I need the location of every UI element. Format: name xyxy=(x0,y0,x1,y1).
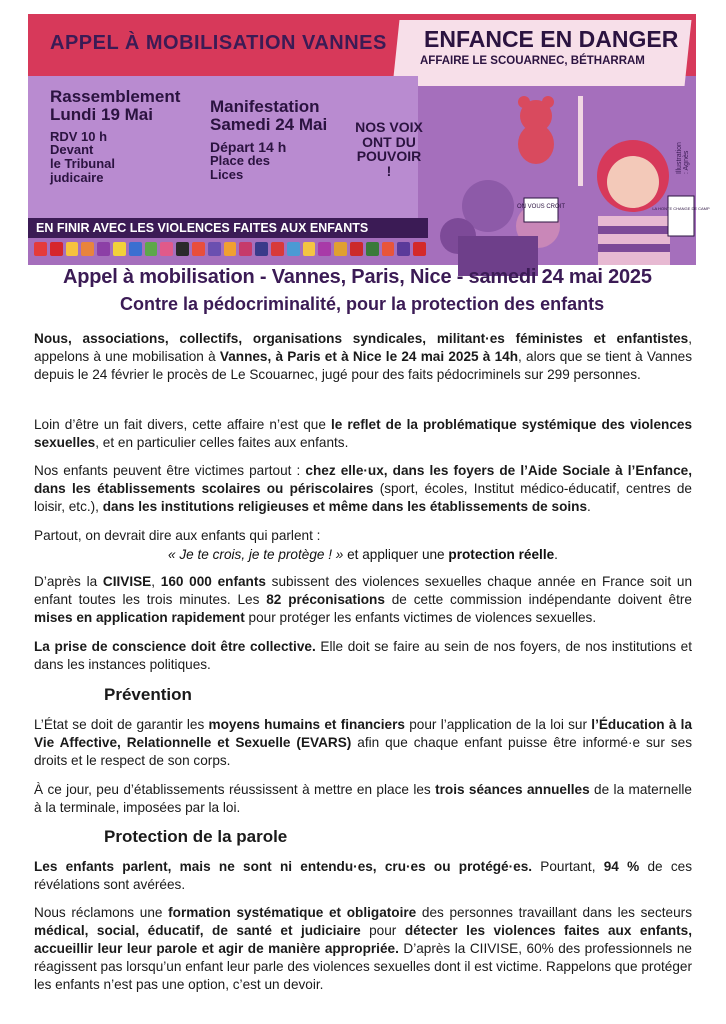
finir-slogan: EN FINIR AVEC LES VIOLENCES FAITES AUX ENFANTS xyxy=(36,221,369,235)
partner-logo-23 xyxy=(382,242,395,256)
manifestation-title: Manifestation xyxy=(210,97,320,116)
partner-logo-12 xyxy=(208,242,221,256)
p3-bold-2: dans les institutions religieuses et même dans les établissements de soins xyxy=(102,499,588,514)
partner-logo-14 xyxy=(239,242,252,256)
page-title: Appel à mobilisation - Vannes, Paris, Nice - samedi 24 mai 2025 xyxy=(63,266,652,288)
p6-text-1: Elle doit se faire au sein de nos foyers, de nos institutions et dans les instances politiques. xyxy=(34,639,692,672)
p5-text-5: pour protéger les enfants victimes de violences sexuelles. xyxy=(244,610,597,625)
section-protection-parole: Protection de la parole xyxy=(104,827,288,846)
rassemblement-line-2: Devant xyxy=(50,142,94,158)
paragraph-8 xyxy=(34,781,692,817)
p7-text-2: pour l’application de la loi sur xyxy=(404,717,592,732)
rassemblement-block xyxy=(50,88,180,184)
p8-bold-1: trois séances annuelles xyxy=(435,782,590,797)
partner-logos xyxy=(34,242,426,260)
partner-logo-6 xyxy=(113,242,126,256)
p10-bold-3: détecter les violences faites aux enfants, accueillir leur leur parole et agir de manière appropriée. xyxy=(34,923,693,956)
partner-logo-20 xyxy=(334,242,347,256)
manifestation-date: Samedi 24 Mai xyxy=(210,114,328,134)
p10-bold-2: médical, social, éducatif, de santé et judiciaire xyxy=(34,923,361,938)
p3-bold-1: chez elle·ux, dans les foyers de l’Aide Sociale à l’Enfance, dans les établissements scolaires ou périscolaires xyxy=(34,463,692,496)
p4-text-1: Partout, on devrait dire aux enfants qui parlent : xyxy=(34,528,321,543)
mobilisation-banner xyxy=(28,14,710,265)
danger-subtitle: AFFAIRE LE SCOUARNEC, BÉTHARRAM xyxy=(420,55,645,67)
p1-bold-2: Vannes, à Paris et à Nice le 24 mai 2025 à 14h xyxy=(219,349,519,364)
page-subtitle: Contre la pédocriminalité, pour la protection des enfants xyxy=(120,294,605,314)
voix-line-2: ONT DU xyxy=(362,133,416,150)
rassemblement-date: Lundi 19 Mai xyxy=(50,104,153,124)
banner-top-title: APPEL À MOBILISATION VANNES xyxy=(50,32,387,54)
p8-text-2: de la maternelle à la terminale, imposées par la loi. xyxy=(34,782,692,815)
rassemblement-title: Rassemblement xyxy=(50,87,181,106)
manifestation-block xyxy=(210,98,327,182)
p7-text-1: L’État se doit de garantir les xyxy=(34,717,209,732)
paragraph-1 xyxy=(34,330,692,384)
flag-pole xyxy=(578,96,583,186)
partner-logo-9 xyxy=(160,242,173,256)
p5-bold-3: 82 préconisations xyxy=(266,592,385,607)
p7-bold-2: l’Éducation à la Vie Affective, Relationnelle et Sexuelle (EVARS) xyxy=(34,717,693,750)
paragraph-7 xyxy=(34,716,692,770)
p4-text-3: . xyxy=(554,547,558,562)
partner-logo-8 xyxy=(145,242,158,256)
p10-text-2: des personnes travaillant dans les secteurs xyxy=(416,905,693,920)
manifestation-line-1: Départ 14 h xyxy=(210,138,287,155)
p5-bold-4: mises en application rapidement xyxy=(34,610,245,625)
rassemblement-line-4: judicaire xyxy=(50,169,104,185)
partner-logo-22 xyxy=(366,242,379,256)
p7-text-3: afin que chaque enfant puisse être informé·e sur ses droits et le respect de son corps. xyxy=(34,735,692,768)
p7-bold-1: moyens humains et financiers xyxy=(208,717,405,732)
sign-on-vous-line: ON VOUS CROIT xyxy=(516,204,566,210)
p6-bold-1: La prise de conscience doit être collective. xyxy=(34,639,316,654)
partner-logo-21 xyxy=(350,242,363,256)
p9-bold-1: Les enfants parlent, mais ne sont ni entendu·es, cru·es ou protégé·es. xyxy=(34,859,533,874)
rassemblement-line-3: le Tribunal xyxy=(50,155,116,171)
p9-bold-2: 94 % xyxy=(603,859,640,874)
p5-bold-2: 160 000 enfants xyxy=(160,574,266,589)
sign-honte-line: LA HONTE CHANGE DE CAMP xyxy=(652,206,710,211)
p5-text-4: de cette commission indépendante doivent être xyxy=(384,592,692,607)
partner-logo-1 xyxy=(34,242,47,256)
protest-illustration xyxy=(428,86,710,265)
teddy-bear-icon xyxy=(518,96,554,164)
manifestation-line-2: Place des xyxy=(210,153,270,169)
p4-bold-1: protection réelle xyxy=(448,547,555,562)
voix-line-3: POUVOIR ! xyxy=(356,148,422,180)
p10-text-4: D’après la CIIVISE, 60% des professionnels ne réagissent pas lorsqu’un enfant leur parle des violences sexuelles dont il est victime. Rappelons que protéger les enfants n’est pas une option, c’est un devoir. xyxy=(34,941,692,992)
partner-logo-15 xyxy=(255,242,268,256)
p5-bold-1: CIIVISE xyxy=(102,574,152,589)
paragraph-10 xyxy=(34,904,692,994)
p10-text-1: Nous réclamons une xyxy=(34,905,169,920)
partner-logo-18 xyxy=(303,242,316,256)
partner-logo-13 xyxy=(224,242,237,256)
p1-text-2: , alors que se tient à Vannes depuis le 24 février le procès de Le Scouarnec, jugé pour des faits pédocriminels sur 299 personnes. xyxy=(34,349,692,382)
paragraph-9 xyxy=(34,858,692,894)
p2-text-1: Loin d’être un fait divers, cette affaire n’est que xyxy=(34,417,331,432)
partner-logo-7 xyxy=(129,242,142,256)
p10-bold-1: formation systématique et obligatoire xyxy=(168,905,417,920)
p5-text-3: subissent des violences sexuelles chaque année en France soit un enfant toutes les trois minutes. Les xyxy=(34,574,693,607)
paragraph-5 xyxy=(34,573,692,627)
p4-quote: « Je te crois, je te protège ! » xyxy=(168,547,344,562)
p3-text-1: Nos enfants peuvent être victimes partout : xyxy=(34,463,306,478)
voix-slogan xyxy=(354,120,424,179)
partner-logo-16 xyxy=(271,242,284,256)
partner-logo-3 xyxy=(66,242,79,256)
partner-logo-11 xyxy=(192,242,205,256)
rassemblement-line-1: RDV 10 h xyxy=(50,128,108,144)
partner-logo-2 xyxy=(50,242,63,256)
p1-bold-1: Nous, associations, collectifs, organisations syndicales, militant·es féministes et enfantistes xyxy=(34,331,689,346)
paragraph-6 xyxy=(34,638,692,674)
manifestation-line-3: Lices xyxy=(210,167,244,183)
partner-logo-25 xyxy=(413,242,426,256)
partner-logo-10 xyxy=(176,242,189,256)
p9-text-1: Pourtant, xyxy=(532,859,604,874)
paragraph-3 xyxy=(34,462,692,516)
paragraph-4-quote-line xyxy=(34,546,692,564)
sign-on-vous-croit xyxy=(517,198,565,222)
voix-line-1: NOS VOIX xyxy=(355,119,423,135)
partner-logo-4 xyxy=(81,242,94,256)
p3-text-3: . xyxy=(587,499,591,514)
paragraph-2 xyxy=(34,416,692,452)
p8-text-1: À ce jour, peu d’établissements réussissent à mettre en place les xyxy=(34,782,436,797)
partner-logo-5 xyxy=(97,242,110,256)
partner-logo-17 xyxy=(287,242,300,256)
partner-logo-24 xyxy=(397,242,410,256)
danger-title: ENFANCE EN DANGER xyxy=(424,26,679,52)
p10-text-3: pour xyxy=(360,923,405,938)
p3-text-2: (sport, écoles, Institut médico-éducatif, centres de loisir, etc.), xyxy=(34,481,692,514)
p2-text-2: , et en particulier celles faites aux enfants. xyxy=(95,435,349,450)
p1-text-1: , appelons à une mobilisation à xyxy=(34,331,692,364)
partner-logo-19 xyxy=(318,242,331,256)
illustration-credit: Illustration : Agnès xyxy=(676,142,690,174)
paragraph-4 xyxy=(34,527,692,545)
p4-text-2: et appliquer une xyxy=(343,547,449,562)
p2-bold-1: le reflet de la problématique systémique des violences sexuelles xyxy=(34,417,692,450)
section-prevention: Prévention xyxy=(104,685,192,704)
p9-text-2: de ces révélations sont avérées. xyxy=(34,859,692,892)
p5-text-2: , xyxy=(151,574,161,589)
p5-text-1: D’après la xyxy=(34,574,103,589)
